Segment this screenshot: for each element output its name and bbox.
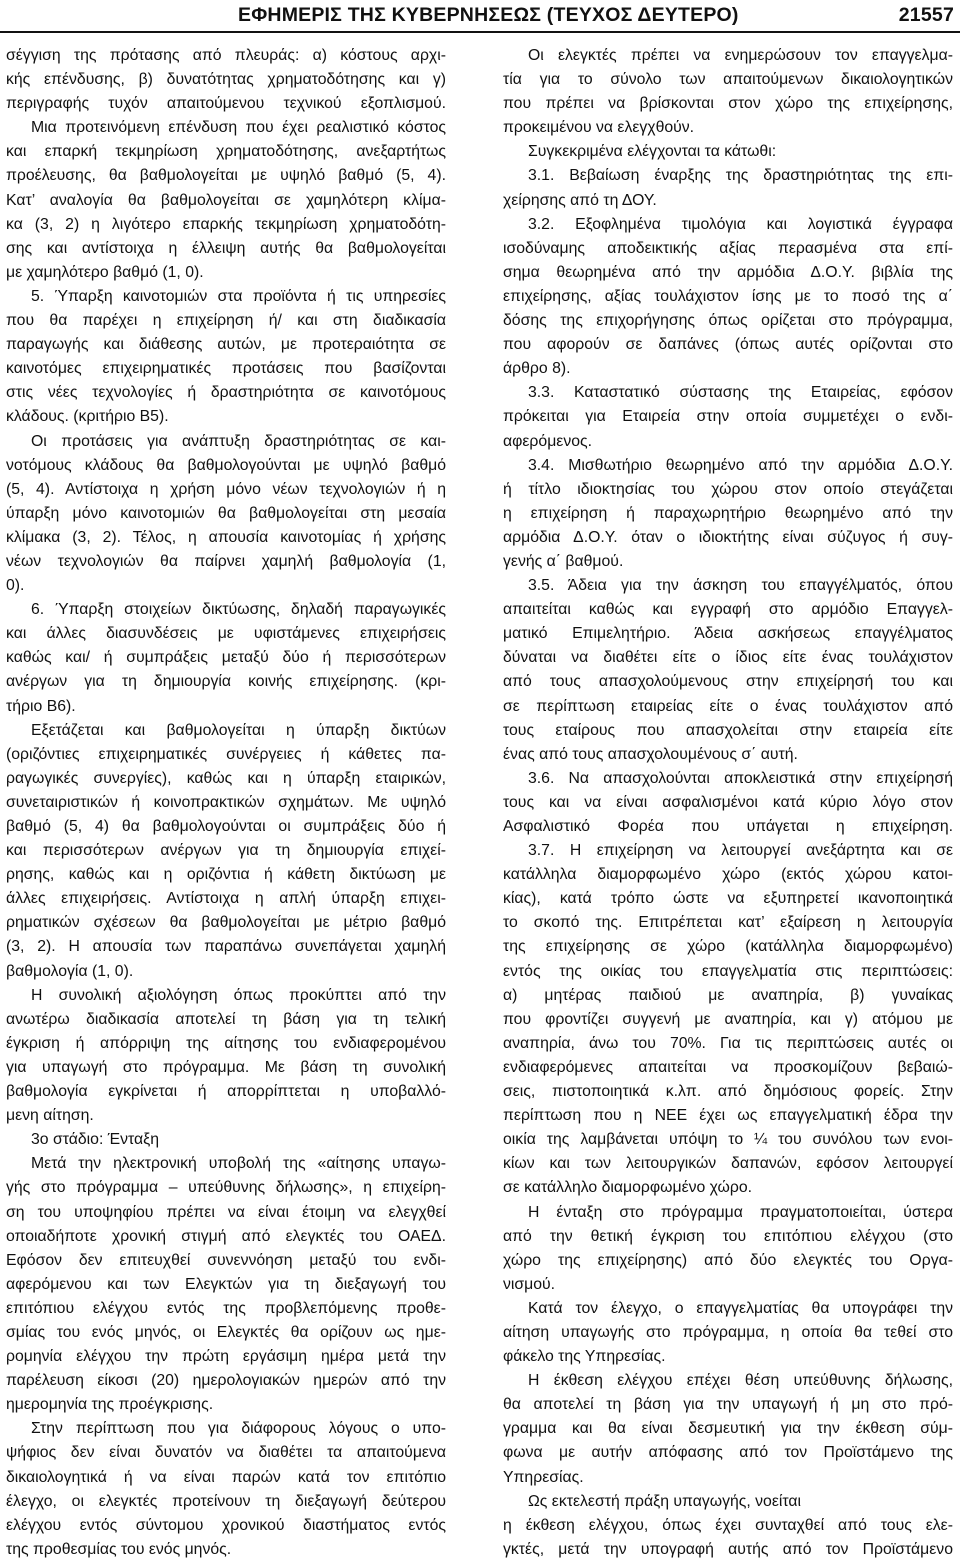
text-line: γκτές, μετά την υπογραφή αυτής από τον Προϊστάμενο: [503, 1540, 953, 1558]
text-line: παρέλευση είκοσι (20) ημερολογιακών ημερών από την: [6, 1372, 446, 1390]
text-line: ματικό Επιμελητήριο. Άδεια ασκήσεως επαγγέλματος: [503, 625, 953, 643]
text-line: που θα παρέχει η επιχείρηση ή/ και στη διαδικασία: [6, 312, 446, 330]
text-line: επιτόπιου ελέγχου εντός της προβλεπόμενης προθε-: [6, 1299, 446, 1317]
text-line: για υπαγωγή στο πρόγραμμα. Με βάση τη συνολική: [6, 1058, 446, 1076]
text-line: γενής α΄ βαθμού.: [503, 552, 624, 570]
text-line: από την θετική έγκριση του επιτόπιου ελέγχου (στο: [503, 1227, 953, 1245]
text-line: 3ο στάδιο: Ένταξη: [31, 1131, 160, 1149]
text-line: καινοτόμες επιχειρηματικές προτάσεις που βασίζονται: [6, 360, 446, 378]
text-line: 3.1. Βεβαίωση έναρξης της δραστηριότητας της επι-: [528, 167, 953, 185]
text-line: 3.5. Άδεια για την άσκηση του επαγγέλματός, όπου: [528, 577, 953, 595]
text-line: που φροντίζει συγγενή με αναπηρία, και γ) ατόμου με: [503, 1010, 953, 1028]
text-line: ένας από τους απασχολουμένους σ΄ αυτή.: [503, 745, 798, 763]
text-line: της επιχείρησης σε χώρο (κατάλληλα διαμορφωμένο): [503, 938, 953, 956]
text-line: Υπηρεσίας.: [503, 1468, 584, 1486]
text-line: δικαιολογητικά ή να είναι παρών κατά τον επιτόπιο: [6, 1468, 446, 1486]
text-line: Εξετάζεται και βαθμολογείται η ύπαρξη δικτύων: [31, 721, 446, 739]
text-line: κλάδους. (κριτήριο Β5).: [6, 408, 169, 426]
text-line: τία για το σύνολο των απαιτούμενων δικαιολογητικών: [503, 71, 953, 89]
text-line: σεις, πιστοποιητικά κ.λπ. από δημόσιους φορείς. Στην: [503, 1083, 953, 1101]
text-line: άλλες επιχειρήσεις. Αντίστοιχα η απλή ύπαρξη επιχει-: [6, 890, 446, 908]
text-line: 5. Ύπαρξη καινοτομιών στα προϊόντα ή τις υπηρεσίες: [31, 287, 446, 305]
text-line: με χαμηλότερο βαθμό (1, 0).: [6, 263, 204, 281]
text-line: Οι ελεγκτές πρέπει να ενημερώσουν τον επαγγελμα-: [528, 47, 953, 64]
text-line: αρμόδια Δ.Ο.Υ. όταν ο ιδιοκτήτης είναι σύζυγος ή συγ-: [503, 528, 953, 546]
text-line: σέγγιση της πρότασης από πλευράς: α) κόστους αρχι-: [6, 47, 446, 64]
text-line: Συγκεκριμένα ελέγχονται τα κάτωθι:: [528, 143, 777, 161]
text-line: ελέγχου εντός σύντομου χρονικού διαστήματος εντός: [6, 1516, 446, 1534]
text-line: ενδιαφερόμενες απαιτείται να προσκομίζουν βεβαιώ-: [503, 1058, 953, 1076]
text-line: Η έκθεση ελέγχου επέχει θέση υπεύθυνης δήλωσης,: [528, 1372, 953, 1390]
text-line: ψήφιος δεν είναι δυνατόν να διαθέτει τα απαιτούμενα: [6, 1444, 446, 1462]
text-line: κα (3, 2) η λιγότερο επαρκής τεκμηρίωση χρηματοδότη-: [6, 215, 446, 233]
text-line: της προθεσμίας του ενός μηνός.: [6, 1540, 232, 1558]
text-line: άρθρο 8).: [503, 360, 571, 378]
text-line: Ως εκτελεστή πράξη υπαγωγής, νοείται: [528, 1492, 802, 1510]
text-line: κίων και των λειτουργικών δαπανών, εφόσον λειτουργεί: [503, 1155, 953, 1173]
text-line: νισμού.: [503, 1275, 556, 1293]
gazette-title: ΕΦΗΜΕΡΙΣ ΤΗΣ ΚΥΒΕΡΝΗΣΕΩΣ (ΤΕΥΧΟΣ ΔΕΥΤΕΡΟ): [238, 4, 739, 26]
text-line: ραγωγικές συνεργίες), καθώς και η ύπαρξη εταιρικών,: [6, 769, 446, 787]
text-line: Ασφαλιστικό Φορέα που υπάγεται η επιχείρηση.: [503, 818, 953, 835]
text-line: και περισσότερων ανέργων για τη δημιουργία επιχεί-: [6, 842, 446, 860]
text-line: καθώς και/ ή συμπράξεις μεταξύ δύο ή περισσότερων: [6, 649, 446, 667]
text-line: ανωτέρω διαδικασία αποτελεί τη βάση για τη τελική: [6, 1010, 446, 1028]
text-line: Οι προτάσεις για ανάπτυξη δραστηριότητας σε και-: [31, 432, 446, 450]
text-line: Κατ’ αναλογία θα βαθμολογείται σε χαμηλότερη κλίμα-: [6, 191, 446, 209]
text-line: οικία της λαμβάνεται υπόψη το ¼ του συνόλου των ενοι-: [503, 1131, 953, 1149]
text-line: κής επένδυσης, β) δυνατότητας χρηματοδότησης και γ): [6, 71, 446, 89]
text-line: στις νέες τεχνολογίες ή δραστηριότητα σε καινοτόμους: [6, 384, 446, 402]
text-line: ή τίτλο ιδιοκτησίας του χώρου στον οποίο στεγάζεται: [503, 480, 953, 498]
text-line: δύναται να διαθέτει είτε ο ίδιος είτε ένας τουλάχιστον: [503, 649, 953, 667]
text-line: Εφόσον δεν επιτευχθεί συνεννόηση μεταξύ του ενδι-: [6, 1251, 446, 1269]
text-line: από τους απασχολούμενους στην επιχείρησή του και: [503, 673, 953, 691]
text-line: τους εταίρους που απασχολείται στην εταιρεία είτε: [503, 721, 953, 739]
text-line: το σκοπό της. Επιτρέπεται κατ’ εξαίρεση η λειτουργία: [503, 914, 953, 932]
text-line: νοτόμους κλάδους θα βαθμολογούνται με υψηλό βαθμό: [6, 456, 446, 474]
text-line: Η συνολική αξιολόγηση όπως προκύπτει από την: [31, 986, 446, 1004]
text-line: χείρησης από τη ΔΟΥ.: [503, 191, 657, 209]
header-rule: [0, 31, 960, 33]
text-line: βαθμό (5, 4) θα βαθμολογούνται οι συμπράξεις δύο ή: [6, 818, 446, 835]
text-line: μενη αίτηση.: [6, 1107, 94, 1125]
text-line: κλίμακα (3, 2). Τέλος, η απουσία καινοτομίας ή χρήσης: [6, 528, 446, 546]
text-line: εντός της οικίας του επαγγελματία στις περιπτώσεις:: [503, 962, 953, 980]
text-line: 3.2. Εξοφλημένα τιμολόγια και λογιστικά έγγραφα: [528, 215, 953, 233]
text-line: Μετά την ηλεκτρονική υποβολή της «αίτησης υπαγω-: [31, 1155, 446, 1173]
text-line: ρηματικών σχέσεων θα βαθμολογείται με μέτριο βαθμό: [6, 914, 446, 932]
text-line: προέλευσης, θα βαθμολογείται με υψηλό βαθμό (5, 4).: [6, 167, 446, 185]
text-line: η επιχείρηση ή παραχωρητήριο θεωρημένο από την: [503, 504, 953, 522]
left-column: [6, 44, 446, 1562]
text-line: 3.3. Καταστατικό σύστασης της Εταιρείας, εφόσον: [528, 384, 953, 402]
text-line: έγκριση ή απόρριψη της αίτησης του ενδιαφερομένου: [6, 1034, 446, 1052]
text-line: αφερόμενου και των Ελεγκτών για τη διεξαγωγή του: [6, 1275, 446, 1293]
text-line: φωνα με αυτήν απόφασης από τον Προϊστάμενο της: [503, 1444, 953, 1462]
text-line: ύπαρξη μόνο καινοτομιών θα βαθμολογείται στη μεσαία: [6, 504, 446, 522]
text-line: α) μητέρας παιδιού με αναπηρία, β) γυναίκας: [503, 986, 953, 1004]
text-line: χώρο της επιχείρησης) από δύο ελεγκτές του Οργα-: [503, 1251, 953, 1269]
text-line: 3.7. Η επιχείρηση να λειτουργεί ανεξάρτητα και σε: [528, 842, 953, 860]
text-line: Στην περίπτωση που για διάφορους λόγους ο υπο-: [31, 1420, 446, 1438]
text-line: Κατά τον έλεγχο, ο επαγγελματίας θα υπογράφει την: [528, 1299, 953, 1317]
text-line: ρομηνία ελέγχου την πρώτη εργάσιμη ημέρα μετά την: [6, 1348, 446, 1366]
text-line: σης και αντίστοιχα η έλλειψη αυτής θα βαθμολογείται: [6, 239, 446, 257]
text-line: βαθμολογία εγκρίνεται ή απορρίπτεται η υποβαλλό-: [6, 1083, 446, 1101]
text-line: που αφορούν σε δαπάνες (όπως αυτές ορίζονται στο: [503, 336, 953, 354]
text-line: 0).: [6, 577, 25, 595]
text-line: σε περίπτωση εταιρείας είτε ο ένας τουλάχιστον από: [503, 697, 953, 715]
page-header: [0, 0, 960, 32]
text-line: Η ένταξη στο πρόγραμμα πραγματοποιείται, ύστερα: [528, 1203, 953, 1221]
text-line: 6. Ύπαρξη στοιχείων δικτύωσης, δηλαδή παραγωγικές: [31, 601, 446, 619]
text-line: η έκθεση ελέγχου, όπως έχει συνταχθεί από τους ελε-: [503, 1516, 953, 1534]
text-line: βαθμολογία (1, 0).: [6, 962, 134, 980]
text-line: και άλλες διασυνδέσεις με υφιστάμενες επιχειρήσεις: [6, 625, 446, 643]
text-line: παραγωγής και διάθεσης αυτών, με προτεραιότητα σε: [6, 336, 446, 354]
text-line: τήριο Β6).: [6, 697, 76, 715]
text-line: ανέργων για τη δημιουργία κοινής επιχείρησης. (κρι-: [6, 673, 446, 691]
text-line: έλεγχο, οι ελεγκτές προτείνουν τη διεξαγωγή δεύτερου: [6, 1492, 446, 1510]
text-line: ρησης, καθώς και η οριζόντια ή κάθετη δικτύωση με: [6, 866, 446, 884]
text-line: αίτηση υπαγωγής στο πρόγραμμα, η οποία θα τεθεί στο: [503, 1323, 953, 1341]
text-line: προκειμένου να ελεγχθούν.: [503, 119, 695, 137]
text-line: τους και να είναι ασφαλισμένοι κατά κύριο λόγο στον: [503, 793, 953, 811]
text-line: και επαρκή τεκμηρίωση χρηματοδότησης, ανεξαρτήτως: [6, 143, 446, 161]
text-line: επιχείρησης, αξίας τουλάχιστον ίσης με το ποσό της α΄: [503, 287, 953, 305]
text-line: κατάλληλα διαμορφωμένο χώρο (εκτός χώρου κατοι-: [503, 866, 953, 884]
text-line: γής στο πρόγραμμα – υπεύθυνης δήλωσης», η επιχείρη-: [6, 1179, 446, 1197]
text-line: ση του υποψηφίου πρέπει να είναι έτοιμη να ελεγχθεί: [6, 1203, 446, 1221]
text-line: ισοδύναμης αποδεικτικής αξίας περασμένα στα επί-: [503, 239, 953, 257]
text-line: νέων τεχνολογιών θα παίρνει χαμηλή βαθμολογία (1,: [6, 552, 446, 570]
text-line: οποιαδήποτε χρονική στιγμή από ελεγκτές του ΟΑΕΔ.: [6, 1227, 446, 1245]
text-line: (5, 4). Αντίστοιχα η χρήση μόνο νέων τεχνολογιών ή η: [6, 480, 446, 498]
right-column: [503, 44, 953, 1562]
text-line: φάκελο της Υπηρεσίας.: [503, 1348, 666, 1366]
text-line: 3.6. Να απασχολούνται αποκλειστικά στην επιχείρησή: [528, 769, 953, 787]
text-line: 3.4. Μισθωτήριο θεωρημένο από την αρμόδια Δ.Ο.Υ.: [528, 456, 953, 474]
text-line: σημα θεωρημένα από την αρμόδια Δ.Ο.Υ. βιβλία της: [503, 263, 953, 281]
text-line: (οριζόντιες επιχειρηματικές συνέργειες ή κάθετες πα-: [6, 745, 446, 763]
text-line: πρόκειται για Εταιρεία στην οποία συμμετέχει ο ενδι-: [503, 408, 953, 426]
text-line: περιγραφής τυχόν απαιτούμενου τεχνικού εξοπλισμού.: [6, 95, 446, 113]
text-line: δόσης της επιχορήγησης όπως ορίζεται στο πρόγραμμα,: [503, 312, 953, 330]
text-line: που πρέπει να βρίσκονται στον χώρο της επιχείρησης,: [503, 95, 953, 113]
text-line: θα αποτελεί τη βάση για την υπαγωγή ή μη στο πρό-: [503, 1396, 953, 1414]
text-line: αναπηρία, άνω του 70%. Για τις περιπτώσεις αυτές οι: [503, 1034, 953, 1052]
text-line: σε κατάλληλο διαμορφωμένο χώρο.: [503, 1179, 753, 1197]
text-line: αφερόμενος.: [503, 432, 593, 450]
text-line: Μια προτεινόμενη επένδυση που έχει ρεαλιστικό κόστος: [31, 119, 446, 137]
text-line: κίας), κατά τρόπο ώστε να εξυπηρετεί ικανοποιητικά: [503, 890, 953, 908]
text-line: απαιτείται καθώς και εγγραφή στο αρμόδιο Επαγγελ-: [503, 601, 953, 619]
text-line: συνεταιριστικών ή κοινοπρακτικών σχημάτων. Με υψηλό: [6, 793, 446, 811]
text-line: (3, 2). Η απουσία των παραπάνω συνεπάγεται χαμηλή: [6, 938, 446, 956]
text-line: ημερομηνία της προέγκρισης.: [6, 1396, 214, 1414]
text-line: σμίας του ενός μηνός, οι Ελεγκτές θα ορίζουν ως ημε-: [6, 1323, 446, 1341]
page-number: 21557: [898, 4, 954, 26]
text-line: γραμμα και θα είναι δεσμευτική για την έκθεση σύμ-: [503, 1420, 953, 1438]
text-line: περίπτωση που η ΝΕΕ έχει ως επαγγελματική έδρα την: [503, 1107, 953, 1125]
